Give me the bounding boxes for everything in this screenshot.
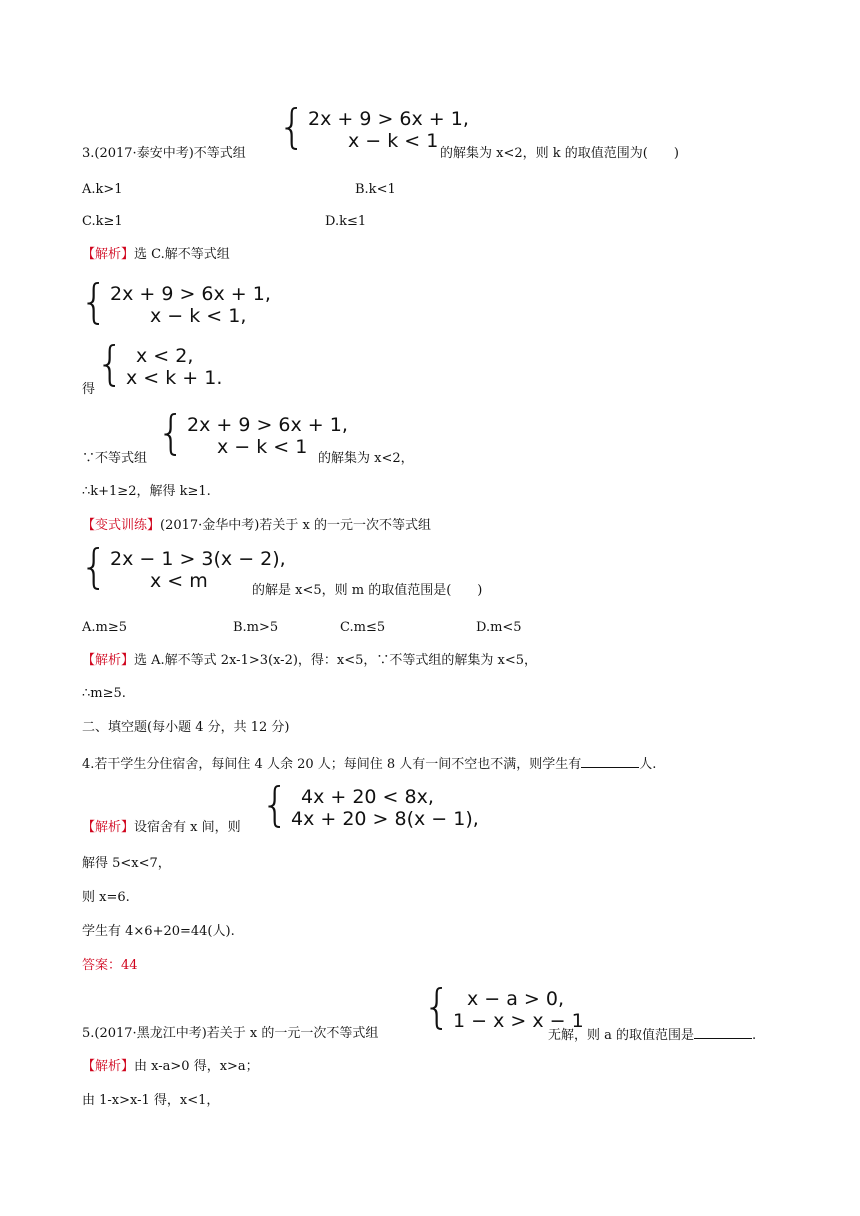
- q3-sys3-line1: x < 2,: [136, 345, 194, 367]
- variant-option-d: D.m<5: [476, 620, 522, 635]
- brace-icon: {: [157, 406, 185, 461]
- q3-system-2: [80, 275, 271, 330]
- q5-sys-line1: x − a > 0,: [467, 988, 565, 1010]
- q4-sys-line1: 4x + 20 < 8x,: [301, 786, 434, 808]
- q4-step1: 解得 5<x<7，: [82, 856, 171, 871]
- q5-analysis: [82, 1059, 259, 1075]
- analysis-tag: 【解析】: [82, 247, 135, 262]
- variant-tag: 【变式训练】: [82, 518, 161, 533]
- q3-option-b: B.k<1: [355, 182, 396, 197]
- variant-intro: [82, 518, 431, 534]
- q4-analysis-text: 设宿舍有 x 间，则: [134, 820, 241, 835]
- variant-therefore: ∴m≥5.: [82, 686, 126, 701]
- q5-suffix: [548, 1026, 756, 1044]
- q4-system: [261, 778, 479, 833]
- q4-unit: 人.: [639, 757, 657, 772]
- q5-end: .: [752, 1028, 757, 1043]
- q5-text: 5.(2017·黑龙江中考)若关于 x 的一元一次不等式组: [82, 1026, 379, 1041]
- q3-sys2-line1: 2x + 9 > 6x + 1,: [110, 283, 271, 305]
- brace-icon: {: [261, 778, 289, 833]
- q3-sys2-line2: x − k < 1,: [150, 305, 247, 327]
- q4-sys-line2: 4x + 20 > 8(x − 1),: [291, 808, 479, 830]
- variant-sys-line1: 2x − 1 > 3(x − 2),: [110, 548, 286, 570]
- brace-icon: {: [80, 540, 108, 595]
- q3-option-d: D.k≤1: [325, 214, 367, 229]
- variant-text: (2017·金华中考)若关于 x 的一元一次不等式组: [160, 518, 431, 533]
- q3-sys4-line1: 2x + 9 > 6x + 1,: [187, 414, 348, 436]
- q3-analysis-text: 选 C.解不等式组: [134, 247, 230, 262]
- brace-icon: {: [80, 275, 108, 330]
- variant-suffix: 的解是 x<5，则 m 的取值范围是( ): [252, 583, 483, 598]
- brace-icon: {: [278, 100, 306, 155]
- q3-sys4-line2: x − k < 1: [217, 436, 308, 458]
- q4-step2: 则 x=6.: [82, 890, 130, 905]
- q3-prefix: 3.(2017·泰安中考)不等式组: [82, 146, 246, 161]
- q4-answer: 答案：44: [82, 958, 138, 973]
- q5-sys-line2: 1 − x > x − 1: [453, 1010, 584, 1032]
- q3-therefore: ∴k+1≥2，解得 k≥1.: [82, 484, 211, 499]
- q4-text: [82, 755, 656, 773]
- q3-suffix: 的解集为 x<2，则 k 的取值范围为( ): [440, 146, 679, 161]
- q3-de: 得: [82, 382, 96, 397]
- q3-because: ∵不等式组: [82, 451, 148, 466]
- q3-analysis: [82, 247, 230, 263]
- q3-option-c: C.k≥1: [82, 214, 123, 229]
- q4-analysis: [82, 820, 241, 836]
- q5-answer-blank[interactable]: [694, 1026, 752, 1039]
- variant-analysis-text: 选 A.解不等式 2x-1>3(x-2)，得：x<5，∵不等式组的解集为 x<5，: [134, 653, 538, 668]
- variant-option-c: C.m≤5: [340, 620, 386, 635]
- analysis-tag: 【解析】: [82, 653, 135, 668]
- variant-sys-line2: x < m: [150, 570, 208, 592]
- q4-step3: 学生有 4×6+20=44(人).: [82, 924, 235, 939]
- q5-suffix-text: 无解，则 a 的取值范围是: [548, 1028, 695, 1043]
- q5-step1: 由 1-x>x-1 得，x<1，: [82, 1093, 220, 1108]
- variant-analysis: [82, 653, 537, 669]
- variant-option-b: B.m>5: [233, 620, 279, 635]
- variant-option-a: A.m≥5: [82, 620, 128, 635]
- brace-icon: {: [423, 980, 451, 1035]
- q3-option-a: A.k>1: [82, 182, 123, 197]
- q4-answer-blank[interactable]: [581, 755, 639, 768]
- q3-because-suffix: 的解集为 x<2，: [318, 451, 414, 466]
- q3-system-3: [96, 337, 223, 392]
- q3-sys3-line2: x < k + 1.: [126, 367, 223, 389]
- analysis-tag: 【解析】: [82, 1059, 135, 1074]
- q3-sys-line2: x − k < 1: [348, 130, 439, 152]
- brace-icon: {: [96, 337, 124, 392]
- q5-analysis-text: 由 x-a>0 得，x>a；: [134, 1059, 259, 1074]
- section-heading: 二、填空题(每小题 4 分，共 12 分): [82, 720, 290, 735]
- q4-question: 4.若干学生分住宿舍，每间住 4 人余 20 人；每间住 8 人有一间不空也不满，则学生有: [82, 757, 582, 772]
- q3-sys-line1: 2x + 9 > 6x + 1,: [308, 108, 469, 130]
- analysis-tag: 【解析】: [82, 820, 135, 835]
